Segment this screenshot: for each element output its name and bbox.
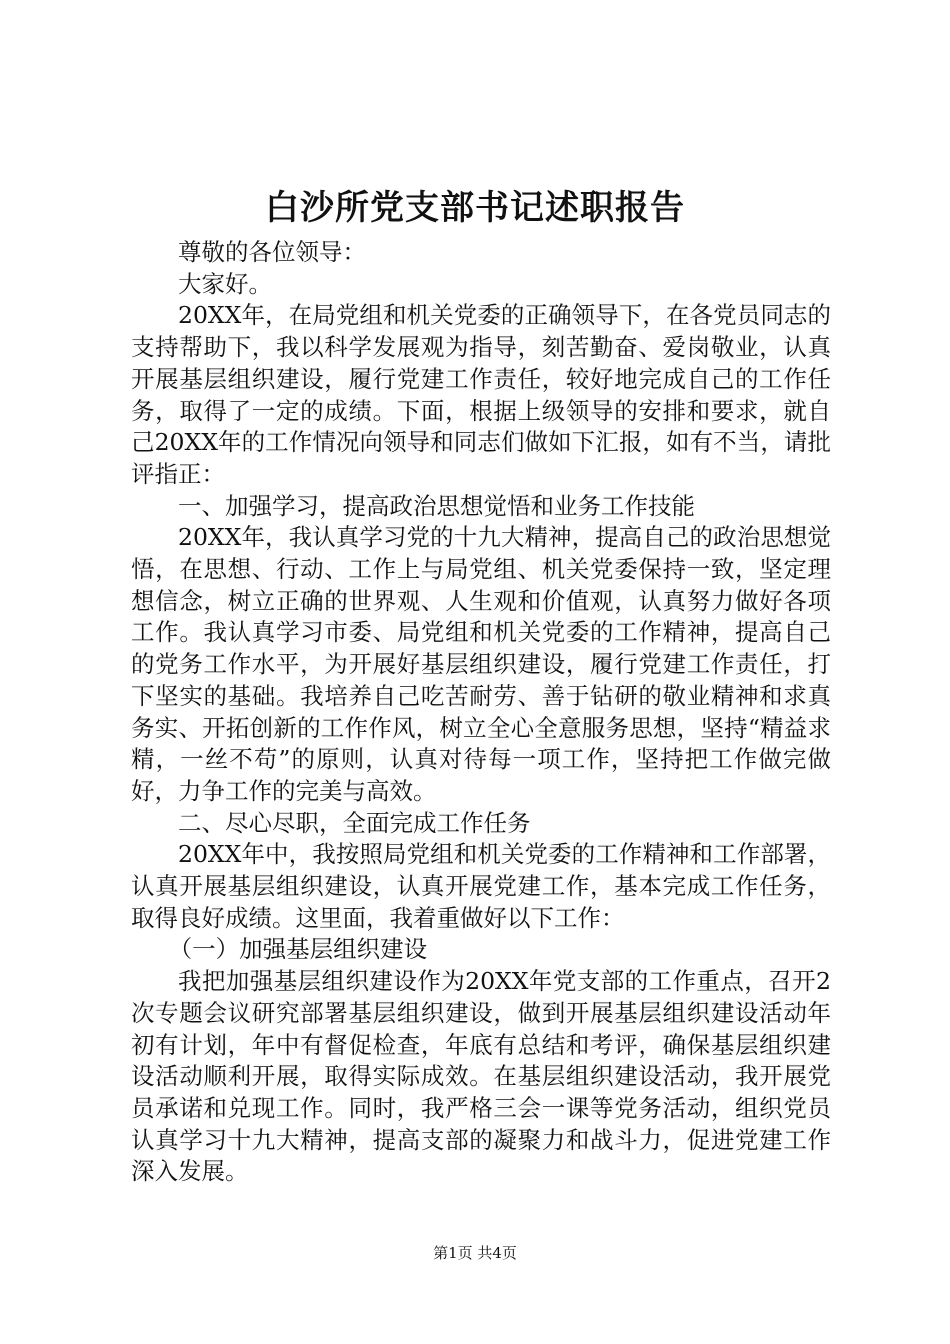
greeting: 大家好。 <box>178 269 272 298</box>
page-footer: 第1页 共4页 <box>433 1244 517 1262</box>
document-title: 白沙所党支部书记述职报告 <box>265 188 685 228</box>
section-heading-1: 一、加强学习，提高政治思想觉悟和业务工作技能 <box>178 491 695 520</box>
subsection-heading-1: （一）加强基层组织建设 <box>168 935 428 964</box>
salutation: 尊敬的各位领导： <box>178 238 366 266</box>
section-2-paragraph: 20XX年中，我按照局党组和机关党委的工作精神和工作部署，认真开展基层组织建设，认真开展党建工作，基本完成工作任务，取得良好成绩。这里面，我着重做好以下工作： <box>131 840 831 932</box>
document-body <box>131 237 831 1188</box>
intro-paragraph: 20XX年，在局党组和机关党委的正确领导下，在各党员同志的支持帮助下，我以科学发展观为指导，刻苦勤奋、爱岗敬业，认真开展基层组织建设，履行党建工作责任，较好地完成自己的工作任务，取得了一定的成绩。下面，根据上级领导的安排和要求，就自己20XX年的工作情况向领导和同志们做如下汇报，如有不当，请批评指正： <box>131 301 831 488</box>
section-1-paragraph: 20XX年，我认真学习党的十九大精神，提高自己的政治思想觉悟，在思想、行动、工作上与局党组、机关党委保持一致，坚定理想信念，树立正确的世界观、人生观和价值观，认真努力做好各项工作。我认真学习市委、局党组和机关党委的工作精神，提高自己的党务工作水平，为开展好基层组织建设，履行党建工作责任，打下坚实的基础。我培养自己吃苦耐劳、善于钻研的敬业精神和求真务实、开拓创新的工作作风，树立全心全意服务思想，坚持“精益求精，一丝不苟”的原则，认真对待每一项工作，坚持把工作做完做好，力争工作的完美与高效。 <box>131 523 831 805</box>
subsection-1-paragraph: 我把加强基层组织建设作为20XX年党支部的工作重点，召开2次专题会议研究部署基层组织建设，做到开展基层组织建设活动年初有计划，年中有督促检查，年底有总结和考评，确保基层组织建设活动顺利开展，取得实际成效。在基层组织建设活动，我开展党员承诺和兑现工作。同时，我严格三会一课等党务活动，组织党员认真学习十九大精神，提高支部的凝聚力和战斗力，促进党建工作深入发展。 <box>131 967 831 1186</box>
section-heading-2: 二、尽心尽职，全面完成工作任务 <box>178 808 531 837</box>
